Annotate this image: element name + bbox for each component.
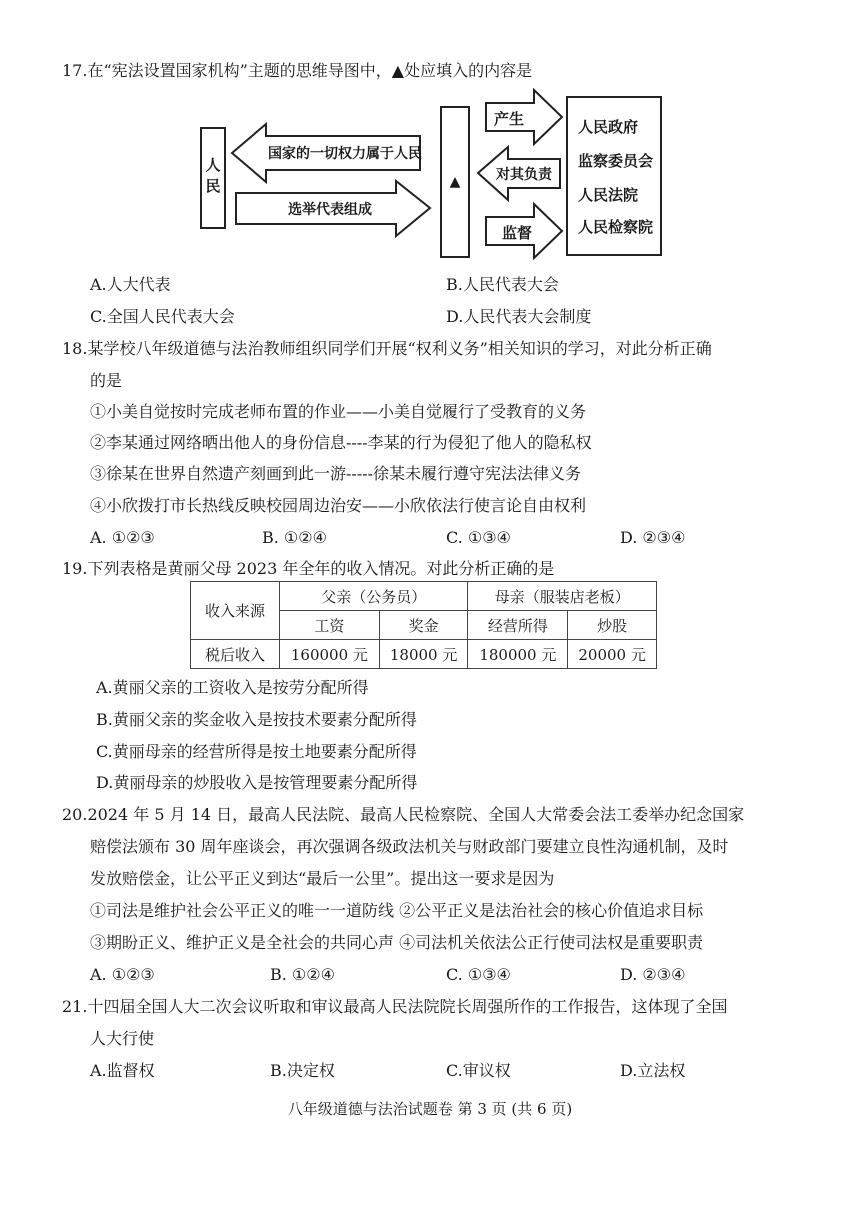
q20-stem-line2: 赔偿法颁布 30 周年座谈会，再次强调各级政法机关与财政部门要建立良性沟通机制，及时 <box>90 837 729 856</box>
q20-option-c: C. ①③④ <box>446 965 511 984</box>
org-supervisory-commission: 监察委员会 <box>578 152 654 170</box>
q19-option-d: D.黄丽母亲的炒股收入是按管理要素分配所得 <box>96 773 418 792</box>
q21-option-a: A.监督权 <box>90 1061 155 1080</box>
q20-items-line1: ①司法是维护社会公平正义的唯一一道防线 ②公平正义是法治社会的核心价值追求目标 <box>90 901 704 920</box>
table-cell-bonus: 18000 元 <box>379 640 468 669</box>
arrow-produce-label: 产生 <box>494 110 525 128</box>
arrow-elect-label: 选举代表组成 <box>288 202 372 218</box>
q19-option-a: A.黄丽父亲的工资收入是按劳分配所得 <box>96 678 369 697</box>
table-cell-stocks: 20000 元 <box>568 640 657 669</box>
q18-option-a: A. ①②③ <box>90 528 155 547</box>
arrow-responsible-label: 对其负责 <box>496 167 552 183</box>
q18-item-2: ②李某通过网络晒出他人的身份信息----李某的行为侵犯了他人的隐私权 <box>90 433 592 452</box>
organs-box <box>566 96 662 256</box>
table-row-label: 税后收入 <box>191 640 280 669</box>
q18-item-1: ①小美自觉按时完成老师布置的作业——小美自觉履行了受教育的义务 <box>90 402 587 421</box>
q18-option-d: D. ②③④ <box>620 528 686 547</box>
table-col-stocks: 炒股 <box>568 611 657 640</box>
q21-option-b: B.决定权 <box>270 1061 335 1080</box>
q20-option-a: A. ①②③ <box>90 965 155 984</box>
q19-option-b: B.黄丽父亲的奖金收入是按技术要素分配所得 <box>96 710 417 729</box>
q20-option-b: B. ①②④ <box>270 965 335 984</box>
q17-option-b: B.人民代表大会 <box>446 275 559 294</box>
q18-stem-line1: 18.某学校八年级道德与法治教师组织同学们开展“权利义务”相关知识的学习，对此分析正确 <box>62 339 712 358</box>
q17-option-c: C.全国人民代表大会 <box>90 307 235 326</box>
q20-stem-line1: 20.2024 年 5 月 14 日，最高人民法院、最高人民检察院、全国人大常委会法工委举办纪念国家 <box>62 805 745 824</box>
table-header-mother: 母亲（服装店老板） <box>468 582 657 611</box>
q17-stem: 17.在“宪法设置国家机构”主题的思维导图中，▲处应填入的内容是 <box>62 61 533 80</box>
arrow-supervise-label: 监督 <box>502 224 533 242</box>
arrow-power-label: 国家的一切权力属于人民 <box>268 146 422 162</box>
diagram-arrows <box>0 0 860 270</box>
q20-option-d: D. ②③④ <box>620 965 686 984</box>
q21-option-d: D.立法权 <box>620 1061 686 1080</box>
org-court: 人民法院 <box>578 186 639 204</box>
q17-mind-map <box>0 0 860 270</box>
q21-option-c: C.审议权 <box>446 1061 511 1080</box>
center-box <box>440 106 470 258</box>
q18-item-4: ④小欣拨打市长热线反映校园周边治安——小欣依法行使言论自由权利 <box>90 496 587 515</box>
q18-item-3: ③徐某在世界自然遗产刻画到此一游-----徐某未履行遵守宪法法律义务 <box>90 464 582 483</box>
q18-option-c: C. ①③④ <box>446 528 511 547</box>
page-footer: 八年级道德与法治试题卷 第 3 页 (共 6 页) <box>287 1100 573 1118</box>
table-cell-business: 180000 元 <box>468 640 568 669</box>
income-table <box>190 581 657 669</box>
org-procuratorate: 人民检察院 <box>578 218 654 236</box>
q20-stem-line3: 发放赔偿金，让公平正义到达“最后一公里”。提出这一要求是因为 <box>90 869 555 888</box>
q18-stem-line2: 的是 <box>90 371 123 390</box>
q17-option-a: A.人大代表 <box>90 275 171 294</box>
org-government: 人民政府 <box>578 118 639 136</box>
triangle-placeholder: ▲ <box>449 174 461 190</box>
table-col-business: 经营所得 <box>468 611 568 640</box>
table-header-source: 收入来源 <box>191 582 280 640</box>
q17-option-d: D.人民代表大会制度 <box>446 307 592 326</box>
table-cell-salary: 160000 元 <box>280 640 380 669</box>
q21-stem-line2: 人大行使 <box>90 1029 155 1048</box>
table-header-father: 父亲（公务员） <box>280 582 468 611</box>
q19-stem: 19.下列表格是黄丽父母 2023 年全年的收入情况。对此分析正确的是 <box>62 559 555 578</box>
table-col-salary: 工资 <box>280 611 380 640</box>
q21-stem-line1: 21.十四届全国人大二次会议听取和审议最高人民法院院长周强所作的工作报告，这体现了全国 <box>62 997 728 1016</box>
table-col-bonus: 奖金 <box>379 611 468 640</box>
q20-items-line2: ③期盼正义、维护正义是全社会的共同心声 ④司法机关依法公正行使司法权是重要职责 <box>90 933 704 952</box>
q18-option-b: B. ①②④ <box>262 528 327 547</box>
q19-option-c: C.黄丽母亲的经营所得是按土地要素分配所得 <box>96 742 417 761</box>
people-box-label: 人民 <box>203 157 222 199</box>
